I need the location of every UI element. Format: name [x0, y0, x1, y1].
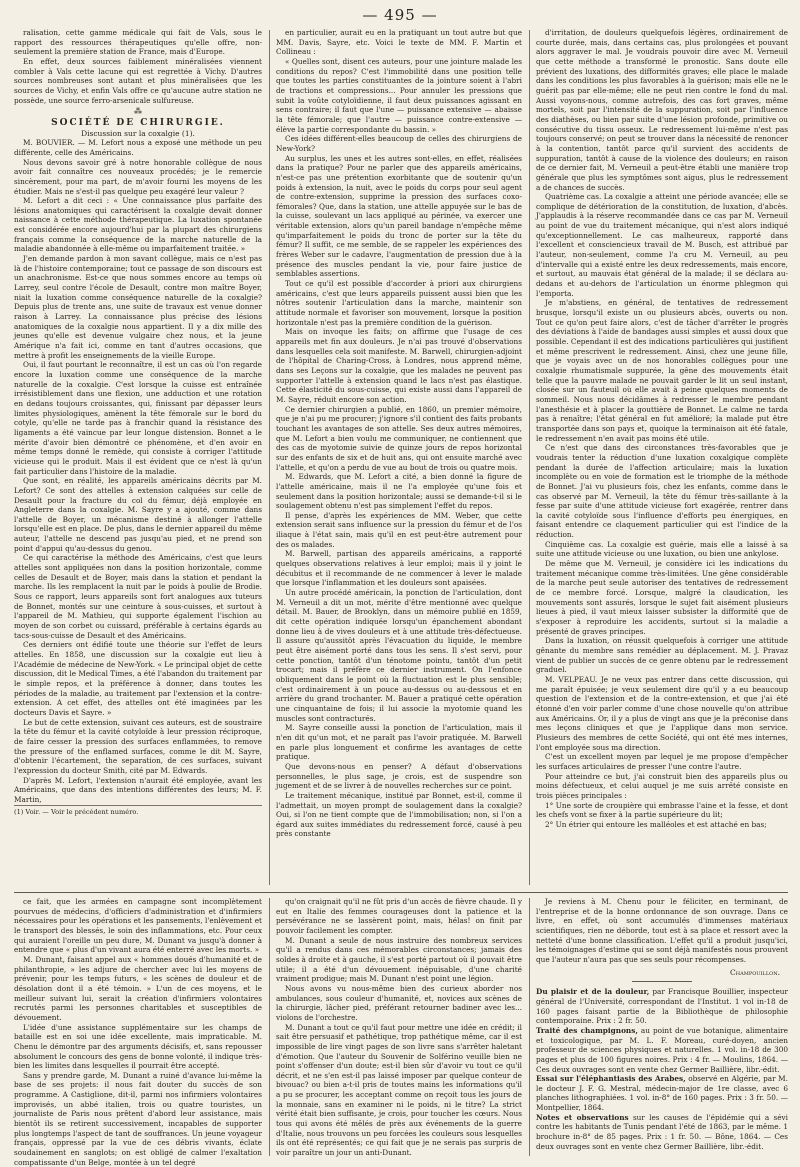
paragraph: 2° Un étrier qui entoure les malléoles et est attaché en bas;	[545, 819, 767, 829]
section-title: SOCIÉTÉ DE CHIRURGIE.	[51, 117, 225, 128]
paragraph: Oui, il faut pourtant le reconnaître, il est un cas où l'on regarde encore la luxation comme une conséquence de la marche naturelle de la coxalgie. C'est lorsque la cuisse est entraînée irrésistiblement dans une flexion, une adduction et une rotation en dedans toujours croissantes, qui, finissant par dépasser leurs limites physiologiques, amènent la tête fémorale sur le bord du cotyle, qu'elle ne tarde pas à franchir quand la résistance des ligaments a été vaincue par leur longue distension. Bonnet a le mérite d'avoir bien démontré ce phénomène, et d'en avoir en même temps donné le remède, qui consiste à corriger l'attitude vicieuse qui le produit. Mais il est évident que ce n'est là qu'un fait particulier dans l'histoire de la maladie.	[14, 360, 262, 476]
section-subtitle: Discussion sur la coxalgie (1).	[81, 128, 195, 138]
paragraph: M. Edwards, que M. Lefort a cité, a bien donné la figure de l'attelle américaine, mais il ne l'a employée qu'une fois et seulement dans la position horizontale; aussi se demande-t-il si le soulagement obtenu n'est pas simplement l'effet du repos.	[276, 472, 522, 511]
paragraph: ce fait, que les armées en campagne sont incomplètement pourvues de médecins, d'officiers d'administration et d'infirmiers nécessaires pour les opérations et les pansements, l'enlèvement et le transport des blessés, le soin des inflammations, etc. Pour ceux qui auraient l'oreille un peu dure, M. Dunant va jusqu'à donner à entendre que « plus d'un vivant aura été enterré avec les morts. »	[14, 897, 262, 955]
paragraph: Le traitement mécanique, institué par Bonnet, est-il, comme il l'admettait, un moyen prompt de soulagement dans la coxalgie? Oui, si l'on ne tient compte que de l'immobilisation; non, si l'on a égard aux suites immédiates du redressement forcé, causé à peu près constante	[276, 790, 522, 839]
paragraph: De même que M. Verneuil, je considère ici les indications du traitement mécanique comme très-limitées. Une gêne considérable de la marche peut seule autoriser des tentatives de redressement de ce membre forcé. Lorsque, malgré la claudication, les mouvements sont assurés, lorsque le sujet fait aisément plusieurs lieues à pied, il vaut mieux laisser subsister la difformité que de s'exposer à reproduire les accidents, surtout si la maladie a présenté de graves principes.	[536, 559, 788, 636]
paragraph: Que sont, en réalité, les appareils américains décrits par M. Lefort? Ce sont des attelles à extension calquées sur celle de Desault pour la fracture du col du fémur, déjà employée en Angleterre dans la coxalgie. M. Sayre y a ajouté, comme dans l'attelle de Boyer, un mécanisme destiné à allonger l'attelle lorsqu'elle est en place. De plus, dans le dernier appareil du même auteur, l'attelle ne descend pas jusqu'au pied, et ne prend son point d'appui qu'au-dessus du genou.	[14, 476, 262, 553]
paragraph: M. Lefort a dit ceci : « Une connaissance plus parfaite des lésions anatomiques qui caractérisent la coxalgie devait donner naissance à cette méthode thérapeutique. La luxation spontanée est considérée encore aujourd'hui par la plupart des chirurgiens français comme la conséquence de la marche naturelle de la maladie abandonnée à elle-même ou imparfaitement traitée. »	[14, 196, 262, 254]
book-title: Essai sur l'éléphantiasis des Arabes,	[536, 1074, 686, 1084]
paragraph: L'idée d'une assistance supplémentaire sur les champs de bataille est en soi une idée excellente, mais impraticable. M. Chenu le démontre par des arguments décisifs, et, sans repousser absolument le concours des gens de bonne volonté, il indique très-bien les limites dans lesquelles il pourrait être accepté.	[14, 1022, 262, 1071]
paragraph: Sans y prendre garde, M. Dunant a ruiné d'avance lui-même la base de ses projets: il nous fait douter du succès de son programme. A Castiglione, dit-il, parmi nos infirmiers volontaires improvisés, un abbé italien, trois ou quatre touristes, un journaliste de Paris nous prêtent d'abord leur assistance, mais bientôt ils se retirent successivement, incapables de supporter plus longtemps l'aspect de tant de souffrances. Un jeune voyageur français, oppressé par la vue de ces débris vivants, éclate soudainement en sanglots; on est obligé de calmer l'exaltation compatissante d'un Belge, montée à un tel degré	[14, 1070, 262, 1167]
paragraph: Tout ce qu'il est possible d'accorder à priori aux chirurgiens américains, c'est que leurs appareils puissent aussi bien que les nôtres soutenir l'articulation dans la marche, maintenir son attitude normale et favoriser son mouvement, lorsque la position horizontale n'est pas la première condition de la guérison.	[276, 279, 522, 327]
paragraph: « Quelles sont, disent ces auteurs, pour une jointure malade les conditions du repos? C'est l'immobilité dans une position telle que toutes les parties constituantes de la jointure soient à l'abri de tractions et compressions... Pour annuler les pressions que subit la voûte cotyloïdienne, il faut deux puissances agissant en sens contraire; il faut que l'une — puissance extensive — abaisse la tête fémorale; que l'autre — puissance contre-extensive — élève la partie correspondante du bassin. »	[276, 56, 522, 134]
paragraph: Nous devons savoir gré à notre honorable collègue de nous avoir fait connaître ces nouveaux procédés; je le remercie sincèrement, pour ma part, de m'avoir fourni les moyens de les étudier. Mais ne s'est-il pas quelque peu exagéré leur valeur ?	[14, 157, 262, 196]
paragraph: Je m'abstiens, en général, de tentatives de redressement brusque, lorsqu'il existe un ou plusieurs abcès, ouverts ou non. Tout ce qu'on peut faire alors, c'est de tâcher d'arrêter le progrès des déviations à l'aide de bandages aussi simples et aussi doux que possible. Cependant il est des indications particulières qui justifient et même prescrivent le redressement. Ainsi, chez une jeune fille, que je voyais avec un de nos honorables collègues pour une coxalgie rhumatismale suppurée, la gêne des mouvements était telle que la pauvre malade ne pouvait garder le lit un seul instant, closée sur un fauteuil où elle avait à peine quelques moments de sommeil. Nous nous décidâmes à redresser le membre pendant l'anesthésie et à placer la gouttière de Bonnet. Le calme ne tarda pas à renaître; l'état général en fut amélioré; la malade put être transportée dans son pays et, quoique la terminaison ait été fatale, le redressement n'en avait pas moins été utile.	[536, 298, 788, 443]
paragraph: Le but de cette extension, suivant ces auteurs, est de soustraire la tête du fémur et la cavité cotyloïde à leur pression réciproque, de faire cesser la pression des surfaces enflammées, to remove the pressure of the enflamed surfaces, comme le dit M. Sayre, d'obtenir l'écartement, the separation, de ces surfaces, suivant l'expression du docteur Smith, cité par M. Edwards.	[14, 717, 262, 775]
bottom-column-2	[276, 897, 522, 1159]
section-divider	[14, 892, 788, 893]
column-divider	[269, 30, 270, 885]
paragraph: Pour atteindre ce but, j'ai construit bien des appareils plus ou moins défectueux, et celui auquel je me suis arrêté consiste en trois pièces principales :	[536, 771, 788, 800]
column-divider	[529, 30, 530, 885]
paragraph: Ce n'est que dans des circonstances très-favorables que je voudrais tenter la réduction d'une luxation coxalgique complète pendant la durée de l'affection articulaire; mais la luxation incomplète ou en voie de formation est le triomphe de la méthode de Bonnet. J'ai vu plusieurs fois, chez les enfants, comme dans le cas observé par M. Verneuil, la tête du fémur très-saillante à la fesse par suite d'une attitude vicieuse fort exagérée, rentrer dans la cavité cotyloïde sous l'influence d'efforts peu énergiques, en faisant entendre ce claquement particulier qui est l'indice de la réduction.	[536, 443, 788, 540]
book-notice	[536, 1113, 788, 1152]
paragraph: M. Dunant a tout ce qu'il faut pour mettre une idée en crédit; il sait être persuasif et pathétique, trop pathétique même, car il est impossible de lire vingt pages de son livre sans s'arrêter haletant d'émotion. Que l'auteur du Souvenir de Solférino veuille bien ne point s'offenser d'un doute; est-il bien sûr d'avoir vu tout ce qu'il décrit, et ne s'en est-il pas laissé imposer par quelque conteur de bivouac? ou bien a-t-il pris de toutes mains les informations qu'il a pu se procurer, les acceptant comme on reçoit tous les jours de la monnaie, sans en examiner ni le poids, ni le titre? La strict vérité était bien suffisante, je crois, pour toucher les cœurs. Nous tous qui avons été mêlés de près aux événements de la guerre d'Italie, nous trouvons un peu forcées les couleurs sous lesquelles ils ont été représentés; ce qui fait que je ne serais pas surpris de voir paraître un jour un anti-Dunant.	[276, 1022, 522, 1158]
column-divider	[269, 898, 270, 1156]
book-description: sur les causes de l'épidémie qui a sévi contre les habitants de Tunis pendant l'été de 1863, par le même. 1 brochure in-8° de 85 pages. Prix : 1 fr. 50. — Bône, 1864. — Ces deux ouvrages sont en vente chez Germer Baillière, libr.-édit.	[536, 1112, 788, 1151]
column-3	[536, 28, 788, 888]
paragraph: 1° Une sorte de croupière qui embrasse l'aine et la fesse, et dont les chefs vont se fixer à la partie supérieure du lit;	[536, 800, 788, 820]
ornament: ⁂	[134, 107, 142, 117]
paragraph: Quatrième cas. La coxalgie a atteint une période avancée; elle se complique de détérioration de la constitution, de luxation, d'abcès. J'applaudis à la réserve recommandée dans ce cas par M. Verneuil au point de vue du traitement mécanique, qui n'est alors indiqué qu'exceptionnellement. Le cas malheureux, rapporté dans l'excellent et consciencieux travail de M. Busch, est attribué par l'auteur, non-seulement, comme l'a cru M. Verneuil, au peu d'intervalle qui a existé entre les deux redressements, mais encore, et surtout, au mauvais état général de la malade; il se déclara au-dedans et au-dehors de l'articulation un énorme phlegmon qui l'emporta.	[536, 192, 788, 298]
paragraph: J'en demande pardon à mon savant collègue, mais ce n'est pas là de l'histoire contemporaine; tout ce passage de son discours est un anachronisme. Est-ce que nous sommes encore au temps où Larrey, seul contre l'école de Desault, contre mon maître Boyer, niait la luxation comme conséquence naturelle de la coxalgie? Depuis plus de trente ans, une suite de travaux est venue donner raison à Larrey. La connaissance plus précise des lésions anatomiques de la coxalgie nous appartient. Il y a dix mille des jeunes qu'elle est devenue vulgaire chez nous, et la jeune Amérique n'a fait ici, comme en tant d'autres occasions, que mettre à profit les enseignements de la vieille Europe.	[14, 254, 262, 360]
bottom-column-1	[14, 897, 262, 1167]
book-notice	[536, 1074, 788, 1113]
divider	[632, 981, 692, 982]
footnote: (1) Voir. — Voir le précédent numéro.	[14, 805, 262, 818]
column-2	[276, 28, 522, 888]
paragraph: M. Dunant a seule de nous instruire des nombreux services qu'il a rendus dans ces mémorables circonstances; jamais des soldes à droite et à gauche, il s'est porté partout où il pouvait être utile; il a été d'un dévouement inépuisable, d'une charité vraiment prodigue; mais M. Dunant n'est point une légion.	[276, 935, 522, 984]
paragraph: ralisation, cette gamme médicale qui fait de Vals, sous le rapport des ressources thérapeutiques qu'elle offre, non-seulement la première station de France, mais d'Europe.	[14, 28, 262, 57]
paragraph: Au surplus, les unes et les autres sont-elles, en effet, réalisées dans la pratique? Pour ne parler que des appareils américains, n'est-ce pas une prétention exorbitante que de soutenir qu'un poids à extension, la nuit, avec le poids du corps pour seul agent de contre-extension, supprime la pression des surfaces coxo-fémorales? Que, dans la station, une attelle appuyée sur le bas de la cuisse, soulevant un lacs appliqué au périnée, va exercer une véritable extension, alors qu'un pareil bandage n'empêche même qu'imparfaitement le poids du tronc de porter sur la tête du fémur? Il suffit, ce me semble, de se rappeler les expériences des frères Weber sur le cadavre, l'augmentation de pression due à la présence des muscles pendant la vie, pour faire justice de semblables assertions.	[276, 153, 522, 279]
paragraph: Je reviens à M. Chenu pour le féliciter, en terminant, de l'entreprise et de la bonne ordonnance de son ouvrage. Dans ce livre, en effet, où sont accumulés d'immenses matériaux scientifiques, rien ne déborde, tout est à sa place et ressort avec la netteté d'une bonne classification. L'effet qu'il a produit jusqu'ici, les témoignages d'estime qui se sont déjà manifestés nous prouvent que l'auteur n'aura pas que ses seuls pour récompenses.	[536, 897, 788, 964]
paragraph: M. BOUVIER. — M. Lefort nous a exposé une méthode un peu différente, celle des Américains.	[14, 138, 262, 157]
column-1	[14, 28, 262, 888]
paragraph: Que devons-nous en penser? A défaut d'observations personnelles, le plus sage, je crois, est de suspendre son jugement et de se livrer à de nouvelles recherches sur ce point.	[276, 761, 522, 791]
paragraph: M. VELPEAU. Je ne veux pas entrer dans cette discussion, qui me paraît épuisée; je veux seulement dire qu'il y a eu beaucoup question de l'extension et de la contre-extension, et que j'ai été étonné d'en voir parler comme d'une chose nouvelle qu'on attribue aux Américains. Or, il y a plus de vingt ans que je la préconise dans mes leçons cliniques et que je l'applique dans mon service. Plusieurs des membres de cette Société, qui ont été mes internes, l'ont employée sous ma direction.	[536, 674, 788, 752]
page-number: — 495 —	[362, 6, 438, 24]
paragraph: C'est un excellent moyen par lequel je me propose d'empêcher les surfaces articulaires de presser l'une contre l'autre.	[536, 752, 788, 771]
paragraph: M. Barwell, partisan des appareils américains, a rapporté quelques observations relatives à leur emploi; mais il y joint le décubitus et il recommande de ne commencer à lever le malade que lorsque l'inflammation et les douleurs sont apaisées.	[276, 549, 522, 588]
paragraph: Ce qui caractérise la méthode des Américains, c'est que leurs attelles sont appliquées non dans la position horizontale, comme celles de Desault et de Boyer, mais dans la station et pendant la marche. Ils les remplacent la nuit par le poids à poulie de Brodie. Sous ce rapport, leurs appareils sont fort analogues aux tuteurs de Bonnet, montés sur une ceinture à sous-cuisses, et surtout à l'appareil de M. Mathieu, qui supporte également l'ischion au moyen de son corbet ou cuissard, préférable à certains égards au tacs-sous-cuisse de Desault et des Américains.	[14, 553, 262, 640]
paragraph: M. Sayre conseille aussi la ponction de l'articulation, mais il n'en dit qu'un mot, et ne paraît pas l'avoir pratiquée. M. Barwell en parle plus longuement et confirme les avantages de cette pratique.	[276, 723, 522, 762]
book-title: Notes et observations	[536, 1112, 629, 1122]
paragraph: M. Dunant, faisant appel aux « hommes doués d'humanité et de philanthropie, » les adjure de chercher avec lui les moyens de prévenir, pour les temps futurs, « les scènes de douleur et de désolation dont il a été témoin. » L'un de ces moyens, et le meilleur suivant lui, serait la création d'infirmiers volontaires recrutés parmi les personnes charitables et susceptibles de dévouement.	[14, 954, 262, 1022]
book-description: par Francisque Bouillier, inspecteur général de l'Université, correspondant de l'Institut. 1 vol in-18 de 160 pages faisant partie de la Bibliothèque de philosophie contemporaine. Prix : 2 fr. 50.	[536, 987, 788, 1026]
bottom-column-3	[536, 897, 788, 1159]
book-description: au point de vue botanique, alimentaire et toxicologique, par M. L. F. Moreau, curé-doyen, ancien professeur de sciences physiques et naturelles. 1 vol. in-18 de 300 pages et plus de 100 figures noires. Prix : 4 fr. — Moulins, 1864. — Ces deux ouvrages sont en vente chez Germer Baillière, libr.-édit.	[536, 1025, 788, 1074]
paragraph: Ces derniers ont édifié toute une théorie sur l'effet de leurs attelles. En 1858, une discussion sur la coxalgie eut lieu à l'Académie de médecine de New-York. « Le principal objet de cette discussion, dit le Medical Times, a été l'abandon du traitement par le simple repos, et la préférence à donner, dans toutes les périodes de la maladie, au traitement par l'extension et la contre-extension. A cet effet, des attelles ont été imaginées par les docteurs Davis et Sayre. »	[14, 640, 262, 717]
book-title: Du plaisir et de la douleur,	[536, 987, 650, 997]
book-notice	[536, 1026, 788, 1074]
paragraph: Dans la luxation, on réussit quelquefois à corriger une attitude gênante du membre sans remédier au déplacement. M. J. Pravaz vient de publier un succès de ce genre obtenu par le redressement graduel.	[536, 636, 788, 675]
paragraph: en particulier, aurait eu en la pratiquant un tout autre but que MM. Davis, Sayre, etc. Voici le texte de MM. F. Martin et Collineau :	[276, 28, 522, 57]
paragraph: qu'on craignait qu'il ne fût pris d'un accès de fièvre chaude. Il y eut en Italie des femmes courageuses dont la patience et la persévérance ne se lassèrent point, mais, hélas! on finit par pouvoir facilement les compter.	[276, 897, 522, 935]
book-title: Traité des champignons,	[536, 1025, 638, 1035]
paragraph: Ces idées différent-elles beaucoup de celles des chirurgiens de New-York?	[276, 134, 522, 153]
paragraph: Il pense, d'après les expériences de MM. Weber, que cette extension serait sans influence sur la pression du fémur et de l'os iliaque à l'état sain, mais qu'il en est peut-être autrement pour des os malades.	[276, 510, 522, 549]
book-notice	[536, 987, 788, 1026]
paragraph: d'irritation, de douleurs quelquefois légères, ordinairement de courte durée, mais, dans certains cas, plus prolongées et pouvant alors aggraver le mal. Je voudrais pouvoir dire avec M. Verneuil que cette méthode a transformé le pronostic. Sans doute elle prévient des luxations, des difformités graves; elle place le malade dans les conditions les plus favorables à la guérison; mais elle ne le guérit pas par elle-même; elle ne peut rien contre le fond du mal. Aussi voyons-nous, comme autrefois, des cas fort graves, même mortels, soit par l'intensité de la suppuration, soit par l'influence des diathèses, ou bien par suite d'une lésion profonde, primitive ou consécutive du tissu osseux. Le redressement lui-même n'est pas toujours conservé; on peut se trouver dans la nécessité de renoncer à la contention, tantôt parce qu'il survient des accidents de suppuration, tantôt à cause de la violence des douleurs; en raison de ce dernier fait, M. Verneuil a peut-être établi une manière trop générale que plus les symptômes sont aigus, plus le redressement a de chances de succès.	[536, 28, 788, 192]
book-description: observé en Algérie, par M. le docteur J. F. G. Mestral, médecin-major de 1re classe, avec 6 planches lithographiées. 1 vol. in-8° de 160 pages. Prix : 3 fr. 50. — Montpellier, 1864.	[536, 1074, 788, 1113]
paragraph: Nous avons vu nous-même bien des curieux aborder nos ambulances, sous couleur d'humanité, et, novices aux scènes de la chirurgie, lâcher pied, préférant retourner badiner avec les... violons de l'orchestre.	[276, 983, 522, 1022]
paragraph: Mais on invoque les faits; on affirme que l'usage de ces appareils met fin aux douleurs. Je n'ai pas trouvé d'observations dans lesquelles cela soit manifeste. M. Barwell, chirurgien-adjoint de l'hôpital de Charing-Cross, à Londres, nous apprend même, dans ses Leçons sur la coxalgie, que les malades ne peuvent pas supporter l'attelle à extension quand le lacs n'est pas élastique. Cette élasticité du sous-cuisse, qui existe aussi dans l'appareil de M. Sayre, réduit encore son action.	[276, 327, 522, 404]
paragraph: Cinquième cas. La coxalgie est guérie, mais elle a laissé à sa suite une attitude vicieuse ou une luxation, ou bien une ankylose.	[536, 539, 788, 559]
column-divider	[529, 898, 530, 1156]
paragraph: En effet, deux sources faiblement minéralisées viennent combler à Vals cette lacune qui est regrettée à Vichy. D'autres sources nombreuses sont autant et plus minéralisées que les sources de Vichy, et enfin Vals offre ce qu'aucune autre station ne possède, une source ferro-arsenicale sulfureuse.	[14, 56, 262, 105]
paragraph: Ce dernier chirurgien a publié, en 1860, un premier mémoire, que je n'ai pu me procurer; j'ignore s'il contient des faits probants touchant les avantages de son attelle. Ses deux autres mémoires, que M. Lefort a bien voulu me communiquer, ne contiennent que des cas de myotomie suivie de quinze jours de repos horizontal sur des enfants de six et de huit ans, qui ont ensuite marché avec l'attelle, et qu'on a perdu de vue au bout de trois ou quatre mois.	[276, 404, 522, 472]
signature: Champouillon.	[730, 967, 780, 977]
paragraph: Un autre procédé américain, la ponction de l'articulation, dont M. Verneuil a dit un mot, mérite d'être mentionné avec quelque détail. M. Bauer, de Brooklyn, dans un mémoire publié en 1859, dit cette opération indiquée lorsqu'un épanchement abondant donne lieu à de vives douleurs et à une attitude très-défectueuse. Il assure qu'aussitôt après l'évacuation du liquide, le membre peut être aisément porté dans tous les sens. Il s'est servi, pour cette ponction, tantôt d'un ténotome pointu, tantôt d'un petit trocart; mais il préfère ce dernier instrument. On l'enfonce obliquement dans le point où la fluctuation est le plus sensible; c'est ordinairement à un pouce au-dessus ou au-dessous et en arrière du grand trochanter. M. Bauer a pratiqué cette opération une cinquantaine de fois; il lui associe la myotomie quand les muscles sont contracturés.	[276, 588, 522, 723]
paragraph: D'après M. Lefort, l'extension n'aurait été employée, avant les Américains, que dans des intentions différentes des leurs; M. F. Martin,	[14, 775, 262, 804]
